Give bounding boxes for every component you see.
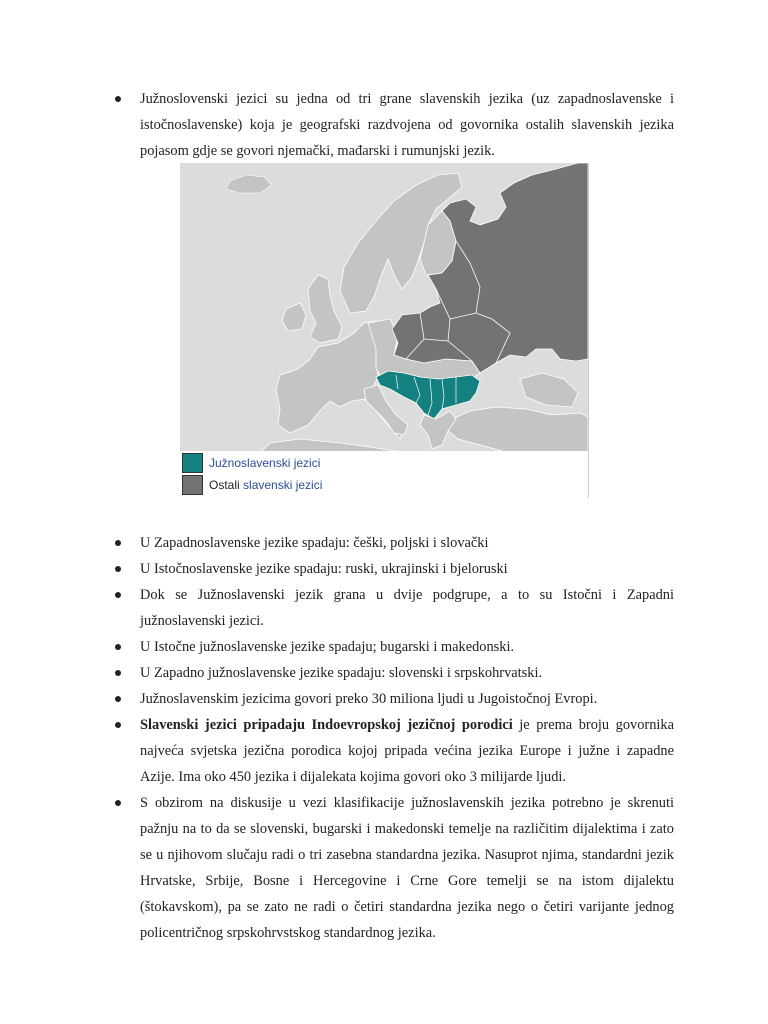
list-item-text: U Istočne južnoslavenske jezike spadaju; bugarski i makedonski. (140, 639, 515, 655)
legend-swatch-south-slavic (182, 453, 203, 473)
bullet-dot (115, 566, 121, 572)
bullet-dot (115, 644, 121, 650)
list-item-text: Južnoslavenskim jezicima govori preko 30 miliona ljudi u Jugoistočnoj Evropi. (140, 691, 598, 707)
legend-link-slavic-languages[interactable]: slavenski jezici (243, 478, 323, 492)
bullet-dot (115, 96, 121, 102)
bullet-dot (115, 696, 121, 702)
map-legend (180, 451, 588, 498)
bullet-dot (115, 540, 121, 546)
intro-bullet (112, 86, 674, 164)
list-item (112, 712, 674, 790)
bullet-list (112, 530, 674, 946)
bullet-dot (115, 800, 121, 806)
list-item-text: Dok se Južnoslavenski jezik grana u dvije podgrupe, a to su Istočni i Zapadni južnoslavenski jezici. (140, 587, 674, 629)
list-item (112, 634, 674, 660)
legend-item-south-slavic (182, 453, 320, 473)
legend-item-other-slavic (182, 475, 322, 495)
legend-label-other-prefix: Ostali (209, 478, 240, 492)
list-item (112, 660, 674, 686)
list-item (112, 686, 674, 712)
list-item (112, 790, 674, 946)
bullet-dot (115, 592, 121, 598)
list-item (112, 556, 674, 582)
list-item-text: U Istočnoslavenske jezike spadaju: ruski, ukrajinski i bjeloruski (140, 561, 508, 577)
list-item-text: je prema broju govornika najveća svjetska jezična porodica kojoj pripada većina jezika Europe i južne i zapadne Azije. Ima oko 450 jezika i dijalekata kojima govori oko 3 milijarde ljudi. (140, 717, 674, 785)
list-item-text: U Zapadno južnoslavenske jezike spadaju: slovenski i srpskohrvatski. (140, 665, 543, 681)
list-item (112, 582, 674, 634)
europe-map (180, 163, 588, 453)
intro-text: Južnoslovenski jezici su jedna od tri grane slavenskih jezika (uz zapadnoslavenske i istočnoslavenske) koja je geografski razdvojena od govornika ostalih slavenskih jezika pojasom gdje se govori njemački, mađarski i rumunjski jezik. (140, 91, 674, 159)
legend-label-south-slavic[interactable]: Južnoslavenski jezici (209, 456, 321, 470)
list-item-bold-text: Slavenski jezici pripadaju Indoevropskoj jezičnoj porodici (140, 717, 513, 733)
list-item-text: S obzirom na diskusije u vezi klasifikacije južnoslavenskih jezika potrebno je skrenuti pažnju na to da se slovenski, bugarski i makedonski temelje na različitim dijalektima i zato se u njihovom slučaju radi o tri zasebna standardna jezika. Nasuprot njima, standardni jezik Hrvatske, Srbije, Bosne i Hercegovine i Crne Gore temelji se na istom dijalektu (štokavskom), pa se zato ne radi o četiri standardna jezika nego o četiri varijante jednog policentričnog srpskohrvstskog standardnog jezika. (140, 795, 674, 941)
europe-map-figure (180, 163, 589, 498)
list-item (112, 530, 674, 556)
bullet-dot (115, 670, 121, 676)
list-item-text: U Zapadnoslavenske jezike spadaju: češki, poljski i slovački (140, 535, 489, 551)
legend-swatch-other-slavic (182, 475, 203, 495)
bullet-dot (115, 722, 121, 728)
list-item (112, 86, 674, 164)
